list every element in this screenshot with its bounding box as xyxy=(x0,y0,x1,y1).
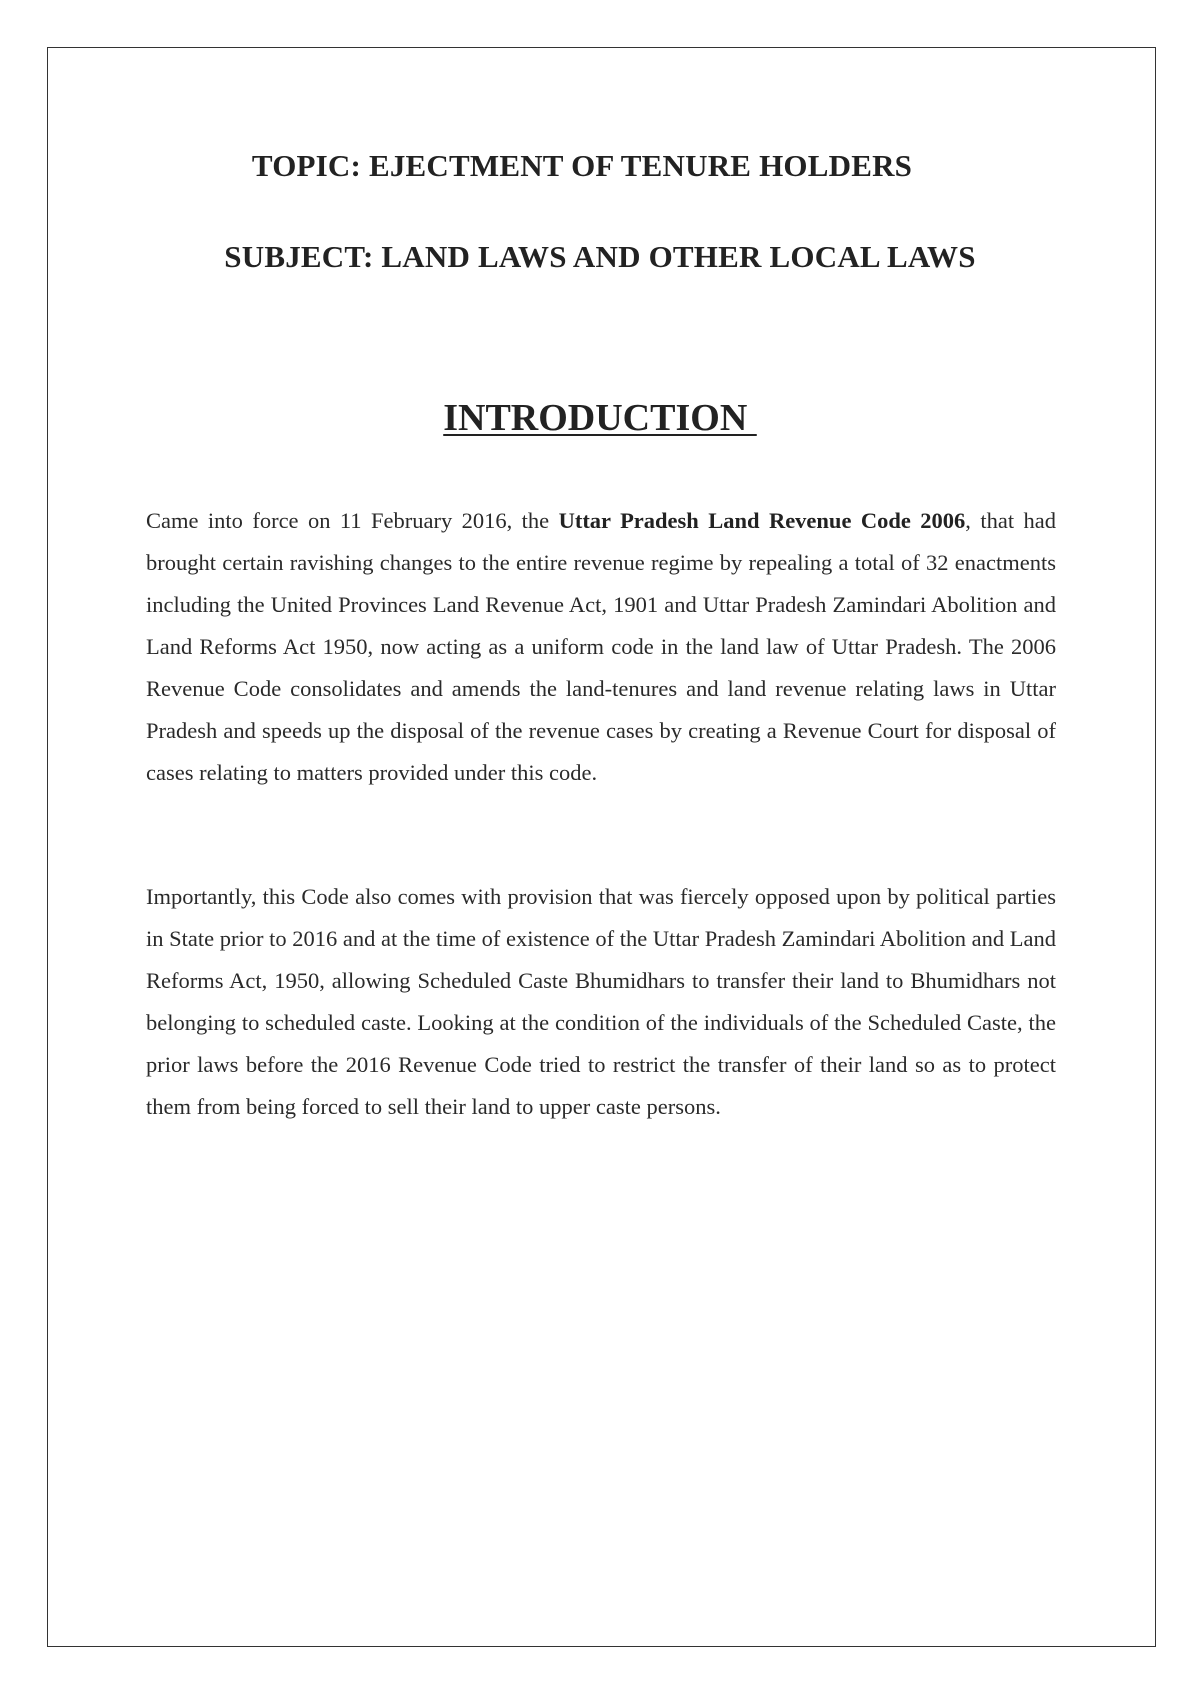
paragraph-introduction xyxy=(146,500,1056,794)
subject-heading: SUBJECT: LAND LAWS AND OTHER LOCAL LAWS xyxy=(224,239,976,274)
page-border xyxy=(47,47,1156,1647)
paragraph-1-lead: Came into force on 11 February 2016, the xyxy=(146,508,559,533)
topic-heading: TOPIC: EJECTMENT OF TENURE HOLDERS xyxy=(251,148,913,183)
section-heading-text: INTRODUCTION xyxy=(443,397,757,439)
paragraph-1-rest: , that had brought certain ravishing changes to the entire revenue regime by repealing a total of 32 enactments including the United Provinces Land Revenue Act, 1901 and Uttar Pradesh Zamindari Abolition and Land Reforms Act 1950, now acting as a uniform code in the land law of Uttar Pradesh. The 2006 Revenue Code consolidates and amends the land-tenures and land revenue relating laws in Uttar Pradesh and speeds up the disposal of the revenue cases by creating a Revenue Court for disposal of cases relating to matters provided under this code. xyxy=(146,508,1056,785)
paragraph-1-bold-code-name: Uttar Pradesh Land Revenue Code 2006 xyxy=(558,508,966,533)
section-heading xyxy=(0,396,1200,440)
paragraph-provision: Importantly, this Code also comes with provision that was fiercely opposed upon by political parties in State prior to 2016 and at the time of existence of the Uttar Pradesh Zamindari Abolition and Land Reforms Act, 1950, allowing Scheduled Caste Bhumidhars to transfer their land to Bhumidhars not belonging to scheduled caste. Looking at the condition of the individuals of the Scheduled Caste, the prior laws before the 2016 Revenue Code tried to restrict the transfer of their land so as to protect them from being forced to sell their land to upper caste persons. xyxy=(146,884,1056,1119)
